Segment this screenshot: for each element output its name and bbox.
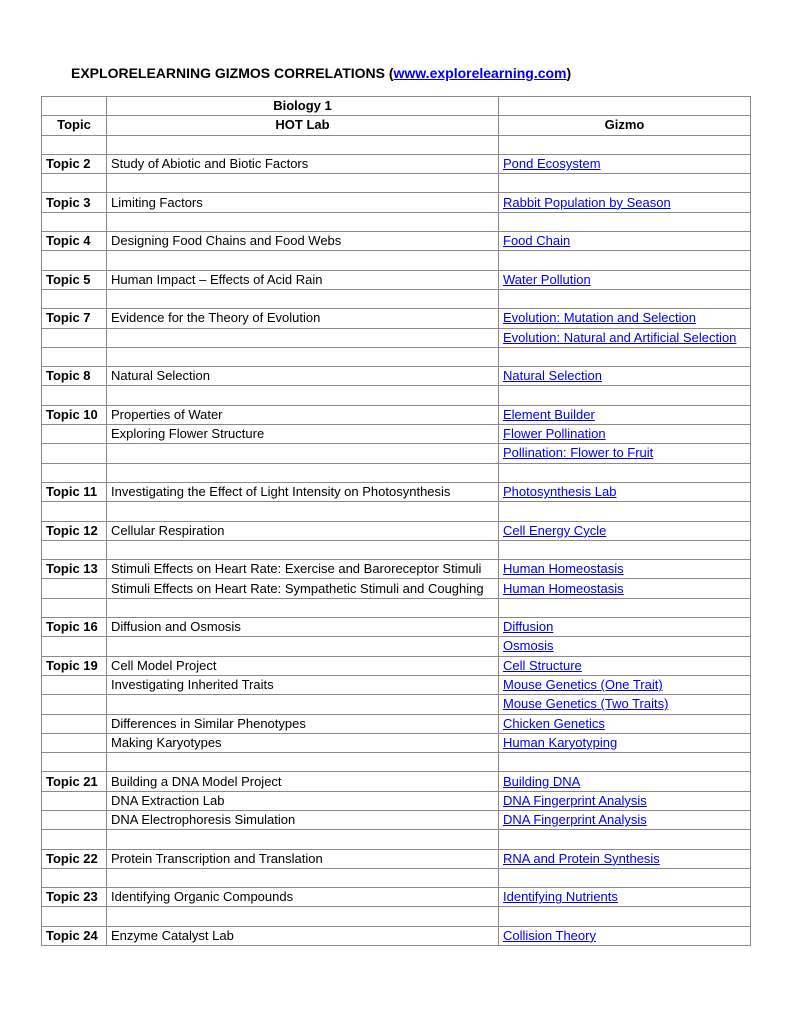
header-cell-course: Biology 1 [107,97,499,116]
hot-lab-cell: Enzyme Catalyst Lab [107,926,499,945]
hot-lab-cell: Identifying Organic Compounds [107,888,499,907]
gizmo-cell [499,810,751,829]
topic-cell [42,733,107,752]
gizmo-cell [499,598,751,617]
hot-lab-cell [107,212,499,231]
topic-cell [42,502,107,521]
table-row [42,425,751,444]
gizmo-cell [499,714,751,733]
table-row [42,270,751,289]
topic-cell [42,425,107,444]
table-row [42,174,751,193]
gizmo-link[interactable]: Human Homeostasis [503,561,624,577]
gizmo-link[interactable]: Diffusion [503,619,554,635]
topic-cell [42,386,107,405]
table-row [42,212,751,231]
gizmo-link[interactable]: Chicken Genetics [503,715,605,731]
topic-cell [42,579,107,598]
table-row [42,135,751,154]
hot-lab-cell [107,753,499,772]
topic-cell [42,347,107,366]
topic-cell [42,714,107,733]
hot-lab-cell: Differences in Similar Phenotypes [107,714,499,733]
gizmo-link[interactable]: Identifying Nutrients [503,889,618,905]
table-row [42,618,751,637]
table-row [42,386,751,405]
topic-cell [42,212,107,231]
gizmo-cell [499,560,751,579]
gizmo-cell [499,193,751,212]
gizmo-cell [499,174,751,193]
hot-lab-cell: Cell Model Project [107,656,499,675]
gizmo-link[interactable]: Water Pollution [503,271,591,287]
explorelearning-link[interactable]: www.explorelearning.com [393,65,567,81]
topic-cell: Topic 19 [42,656,107,675]
topic-cell: Topic 13 [42,560,107,579]
table-row [42,193,751,212]
hot-lab-cell: Properties of Water [107,405,499,424]
gizmo-cell [499,772,751,791]
table-row [42,232,751,251]
hot-lab-cell: Evidence for the Theory of Evolution [107,309,499,328]
gizmo-cell [499,482,751,501]
topic-cell [42,868,107,887]
topic-cell: Topic 5 [42,270,107,289]
gizmo-cell [499,386,751,405]
hot-lab-cell: DNA Electrophoresis Simulation [107,810,499,829]
topic-cell [42,135,107,154]
gizmo-cell [499,232,751,251]
topic-cell: Topic 16 [42,618,107,637]
table-row [42,328,751,347]
gizmo-cell [499,888,751,907]
hot-lab-cell [107,598,499,617]
hot-lab-cell: Natural Selection [107,367,499,386]
table-row [42,810,751,829]
table-row [42,289,751,308]
hot-lab-cell [107,289,499,308]
gizmo-link[interactable]: Human Karyotyping [503,734,618,750]
hot-lab-cell [107,502,499,521]
topic-cell [42,791,107,810]
gizmo-cell [499,926,751,945]
hot-lab-cell: Exploring Flower Structure [107,425,499,444]
gizmo-cell [499,733,751,752]
table-row [42,579,751,598]
table-row [42,733,751,752]
gizmo-link[interactable]: Photosynthesis Lab [503,484,617,500]
hot-lab-cell: Designing Food Chains and Food Webs [107,232,499,251]
gizmo-link[interactable]: Collision Theory [503,927,596,943]
hot-lab-cell [107,695,499,714]
hot-lab-cell [107,868,499,887]
gizmo-link[interactable]: DNA Fingerprint Analysis [503,792,647,808]
gizmo-cell [499,868,751,887]
table-row [42,695,751,714]
hot-lab-cell [107,444,499,463]
gizmo-link[interactable]: Mouse Genetics (One Trait) [503,677,663,693]
hot-lab-cell [107,830,499,849]
gizmo-cell [499,849,751,868]
topic-cell: Topic 24 [42,926,107,945]
topic-cell [42,907,107,926]
gizmo-cell [499,251,751,270]
hot-lab-cell: Making Karyotypes [107,733,499,752]
title-suffix: ) [566,65,572,81]
hot-lab-cell: DNA Extraction Lab [107,791,499,810]
gizmo-cell [499,618,751,637]
gizmo-link[interactable]: Rabbit Population by Season [503,194,671,210]
gizmo-link[interactable]: Building DNA [503,773,581,789]
table-row [42,309,751,328]
gizmo-cell [499,695,751,714]
topic-cell: Topic 8 [42,367,107,386]
gizmo-link[interactable]: DNA Fingerprint Analysis [503,812,647,828]
table-row [42,251,751,270]
gizmo-cell [499,540,751,559]
topic-cell [42,598,107,617]
header-cell [499,97,751,116]
table-row [42,907,751,926]
gizmo-cell [499,791,751,810]
topic-cell: Topic 7 [42,309,107,328]
header-row [42,116,751,135]
topic-cell [42,830,107,849]
gizmo-cell [499,425,751,444]
gizmo-cell [499,212,751,231]
gizmo-cell [499,907,751,926]
table-row [42,502,751,521]
topic-cell: Topic 23 [42,888,107,907]
gizmo-link[interactable]: Cell Energy Cycle [503,522,607,538]
table-row [42,868,751,887]
table-row [42,154,751,173]
table-row [42,830,751,849]
gizmo-link[interactable]: Mouse Genetics (Two Traits) [503,696,669,712]
gizmo-cell [499,579,751,598]
gizmo-link[interactable]: RNA and Protein Synthesis [503,850,660,866]
gizmo-cell [499,637,751,656]
topic-cell [42,444,107,463]
table-row [42,656,751,675]
gizmo-link[interactable]: Food Chain [503,233,571,249]
hot-lab-cell [107,174,499,193]
gizmo-link[interactable]: Element Builder [503,406,595,422]
gizmo-link[interactable]: Osmosis [503,638,554,654]
hot-lab-cell [107,135,499,154]
gizmo-cell [499,656,751,675]
topic-cell [42,463,107,482]
gizmo-cell [499,753,751,772]
gizmo-cell [499,289,751,308]
gizmo-link[interactable]: Human Homeostasis [503,580,624,596]
table-row [42,347,751,366]
gizmo-link[interactable]: Pollination: Flower to Fruit [503,445,654,461]
gizmo-link[interactable]: Evolution: Natural and Artificial Selection [503,329,737,345]
table-row [42,714,751,733]
table-row [42,675,751,694]
hot-lab-cell [107,463,499,482]
gizmo-cell [499,367,751,386]
hot-lab-cell: Investigating the Effect of Light Intensity on Photosynthesis [107,482,499,501]
topic-cell [42,695,107,714]
table-row [42,540,751,559]
gizmo-cell [499,309,751,328]
page-title [71,65,571,81]
gizmo-link[interactable]: Evolution: Mutation and Selection [503,310,696,326]
table-row [42,791,751,810]
hot-lab-cell [107,540,499,559]
topic-cell: Topic 3 [42,193,107,212]
hot-lab-cell: Cellular Respiration [107,521,499,540]
gizmo-link[interactable]: Cell Structure [503,657,582,673]
table-row [42,521,751,540]
topic-cell: Topic 21 [42,772,107,791]
topic-cell [42,328,107,347]
topic-cell [42,675,107,694]
gizmo-cell [499,135,751,154]
table-row [42,482,751,501]
table-row [42,637,751,656]
table-row [42,598,751,617]
table-row [42,772,751,791]
topic-cell: Topic 12 [42,521,107,540]
topic-cell: Topic 4 [42,232,107,251]
hot-lab-cell [107,386,499,405]
table-row [42,405,751,424]
topic-cell [42,540,107,559]
table-row [42,926,751,945]
hot-lab-cell [107,907,499,926]
gizmo-cell [499,347,751,366]
gizmo-cell [499,154,751,173]
topic-cell [42,637,107,656]
gizmo-link[interactable]: Natural Selection [503,368,602,384]
hot-lab-cell: Building a DNA Model Project [107,772,499,791]
gizmo-cell [499,328,751,347]
hot-lab-cell: Investigating Inherited Traits [107,675,499,694]
hot-lab-cell: Study of Abiotic and Biotic Factors [107,154,499,173]
table-row [42,753,751,772]
gizmo-cell [499,502,751,521]
table-row [42,849,751,868]
hot-lab-cell: Limiting Factors [107,193,499,212]
header-cell-topic: Topic [42,116,107,135]
topic-cell: Topic 11 [42,482,107,501]
topic-cell [42,753,107,772]
hot-lab-cell: Diffusion and Osmosis [107,618,499,637]
hot-lab-cell [107,328,499,347]
title-text: EXPLORELEARNING GIZMOS CORRELATIONS ( [71,65,394,81]
topic-cell: Topic 22 [42,849,107,868]
header-cell-gizmo: Gizmo [499,116,751,135]
table-row [42,444,751,463]
gizmo-cell [499,270,751,289]
gizmo-cell [499,405,751,424]
header-row [42,97,751,116]
table-row [42,560,751,579]
topic-cell: Topic 2 [42,154,107,173]
gizmo-cell [499,521,751,540]
hot-lab-cell: Human Impact – Effects of Acid Rain [107,270,499,289]
header-cell [42,97,107,116]
gizmo-cell [499,463,751,482]
hot-lab-cell [107,251,499,270]
header-cell-hot-lab: HOT Lab [107,116,499,135]
hot-lab-cell: Stimuli Effects on Heart Rate: Exercise and Baroreceptor Stimuli [107,560,499,579]
gizmo-link[interactable]: Pond Ecosystem [503,156,601,172]
gizmo-cell [499,830,751,849]
topic-cell [42,174,107,193]
hot-lab-cell [107,637,499,656]
hot-lab-cell: Protein Transcription and Translation [107,849,499,868]
table-row [42,367,751,386]
table-row [42,888,751,907]
gizmo-cell [499,444,751,463]
gizmo-link[interactable]: Flower Pollination [503,426,606,442]
topic-cell [42,251,107,270]
table-row [42,463,751,482]
hot-lab-cell [107,347,499,366]
gizmo-cell [499,675,751,694]
correlations-table [41,96,751,946]
topic-cell [42,289,107,308]
topic-cell: Topic 10 [42,405,107,424]
hot-lab-cell: Stimuli Effects on Heart Rate: Sympathetic Stimuli and Coughing [107,579,499,598]
topic-cell [42,810,107,829]
